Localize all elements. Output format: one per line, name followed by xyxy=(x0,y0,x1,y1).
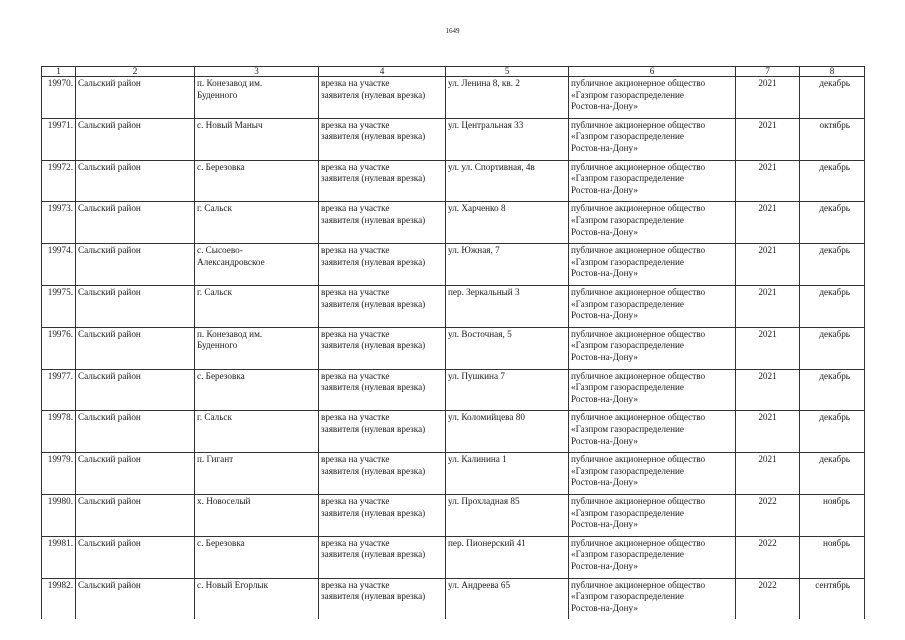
settlement-cell xyxy=(195,369,319,411)
year-cell: 2021 xyxy=(736,77,800,119)
organization-line: «Газпром газораспределение xyxy=(571,89,684,100)
address-cell: ул. Восточная, 5 xyxy=(446,327,569,369)
district-cell: Сальский район xyxy=(76,369,195,411)
gasification-table xyxy=(41,66,865,619)
work-type-line: врезка на участке xyxy=(321,495,390,506)
work-type-line: заявителя (нулевая врезка) xyxy=(321,507,426,518)
work-type-line: заявителя (нулевая врезка) xyxy=(321,591,426,602)
table-row xyxy=(42,244,865,286)
column-number: 2 xyxy=(76,67,195,77)
organization-line: «Газпром газораспределение xyxy=(571,465,684,476)
organization-line: Ростов-на-Дону» xyxy=(571,560,638,571)
row-number: 19977. xyxy=(42,369,76,411)
work-type-line: врезка на участке xyxy=(321,286,390,297)
settlement-cell xyxy=(195,494,319,536)
month-cell: декабрь xyxy=(800,160,865,202)
work-type-line: заявителя (нулевая врезка) xyxy=(321,256,426,267)
work-type-cell xyxy=(319,369,446,411)
settlement-cell xyxy=(195,536,319,578)
year-cell: 2022 xyxy=(736,494,800,536)
table-row xyxy=(42,453,865,495)
column-number-row xyxy=(42,67,865,77)
row-number: 19975. xyxy=(42,285,76,327)
settlement-line: Александровское xyxy=(197,256,265,267)
settlement-cell xyxy=(195,244,319,286)
organization-line: «Газпром газораспределение xyxy=(571,298,684,309)
year-cell: 2021 xyxy=(736,453,800,495)
work-type-cell xyxy=(319,411,446,453)
table-row xyxy=(42,494,865,536)
address-cell: ул. ул. Спортивная, 4в xyxy=(446,160,569,202)
work-type-line: врезка на участке xyxy=(321,119,390,130)
address-cell: ул. Коломийцева 80 xyxy=(446,411,569,453)
work-type-line: врезка на участке xyxy=(321,161,390,172)
settlement-line: Буденного xyxy=(197,89,238,100)
settlement-cell xyxy=(195,411,319,453)
row-number: 19970. xyxy=(42,77,76,119)
organization-line: «Газпром газораспределение xyxy=(571,549,684,560)
work-type-line: заявителя (нулевая врезка) xyxy=(321,131,426,142)
organization-cell xyxy=(569,285,736,327)
work-type-line: заявителя (нулевая врезка) xyxy=(321,423,426,434)
work-type-line: заявителя (нулевая врезка) xyxy=(321,340,426,351)
organization-line: публичное акционерное общество xyxy=(571,119,706,130)
work-type-cell xyxy=(319,536,446,578)
table-row xyxy=(42,118,865,160)
row-number: 19981. xyxy=(42,536,76,578)
row-number: 19973. xyxy=(42,202,76,244)
organization-line: Ростов-на-Дону» xyxy=(571,226,638,237)
organization-line: «Газпром газораспределение xyxy=(571,382,684,393)
district-cell: Сальский район xyxy=(76,77,195,119)
address-cell: ул. Харченко 8 xyxy=(446,202,569,244)
table-row xyxy=(42,327,865,369)
district-cell: Сальский район xyxy=(76,494,195,536)
work-type-cell xyxy=(319,77,446,119)
work-type-cell xyxy=(319,160,446,202)
settlement-line: п. Конезавод им. xyxy=(197,328,263,339)
address-cell: ул. Ленина 8, кв. 2 xyxy=(446,77,569,119)
month-cell: декабрь xyxy=(800,453,865,495)
month-cell: декабрь xyxy=(800,411,865,453)
row-number: 19980. xyxy=(42,494,76,536)
organization-line: Ростов-на-Дону» xyxy=(571,268,638,279)
settlement-cell xyxy=(195,202,319,244)
settlement-line: х. Новоселый xyxy=(197,495,251,506)
district-cell: Сальский район xyxy=(76,118,195,160)
organization-line: публичное акционерное общество xyxy=(571,203,706,214)
work-type-line: заявителя (нулевая врезка) xyxy=(321,173,426,184)
column-number: 6 xyxy=(569,67,736,77)
organization-line: публичное акционерное общество xyxy=(571,537,706,548)
settlement-cell xyxy=(195,578,319,619)
organization-cell xyxy=(569,244,736,286)
address-cell: ул. Южная, 7 xyxy=(446,244,569,286)
month-cell: декабрь xyxy=(800,369,865,411)
organization-cell xyxy=(569,118,736,160)
year-cell: 2021 xyxy=(736,244,800,286)
settlement-line: п. Конезавод им. xyxy=(197,78,263,88)
organization-line: публичное акционерное общество xyxy=(571,370,706,381)
settlement-line: г. Сальск xyxy=(197,286,232,297)
organization-line: публичное акционерное общество xyxy=(571,328,706,339)
address-cell: ул. Прохладная 85 xyxy=(446,494,569,536)
settlement-line: с. Березовка xyxy=(197,161,245,172)
year-cell: 2021 xyxy=(736,369,800,411)
organization-cell xyxy=(569,494,736,536)
row-number: 19971. xyxy=(42,118,76,160)
organization-line: «Газпром газораспределение xyxy=(571,256,684,267)
year-cell: 2021 xyxy=(736,411,800,453)
month-cell: октябрь xyxy=(800,118,865,160)
settlement-cell xyxy=(195,118,319,160)
organization-line: «Газпром газораспределение xyxy=(571,340,684,351)
settlement-line: г. Сальск xyxy=(197,203,232,214)
year-cell: 2021 xyxy=(736,202,800,244)
organization-line: публичное акционерное общество xyxy=(571,495,706,506)
organization-cell xyxy=(569,411,736,453)
column-number: 8 xyxy=(800,67,865,77)
organization-line: Ростов-на-Дону» xyxy=(571,435,638,446)
district-cell: Сальский район xyxy=(76,411,195,453)
work-type-line: заявителя (нулевая врезка) xyxy=(321,298,426,309)
row-number: 19974. xyxy=(42,244,76,286)
work-type-line: врезка на участке xyxy=(321,203,390,214)
address-cell: ул. Центральная 33 xyxy=(446,118,569,160)
address-cell: ул. Андреева 65 xyxy=(446,578,569,619)
organization-line: «Газпром газораспределение xyxy=(571,131,684,142)
organization-cell xyxy=(569,202,736,244)
row-number: 19978. xyxy=(42,411,76,453)
month-cell: сентябрь xyxy=(800,578,865,619)
column-number: 1 xyxy=(42,67,76,77)
work-type-line: врезка на участке xyxy=(321,78,390,88)
year-cell: 2021 xyxy=(736,285,800,327)
district-cell: Сальский район xyxy=(76,453,195,495)
month-cell: ноябрь xyxy=(800,536,865,578)
organization-line: Ростов-на-Дону» xyxy=(571,184,638,195)
organization-line: публичное акционерное общество xyxy=(571,161,706,172)
settlement-line: с. Березовка xyxy=(197,537,245,548)
work-type-cell xyxy=(319,285,446,327)
work-type-cell xyxy=(319,494,446,536)
organization-line: Ростов-на-Дону» xyxy=(571,310,638,321)
table-row xyxy=(42,160,865,202)
organization-line: публичное акционерное общество xyxy=(571,286,706,297)
month-cell: ноябрь xyxy=(800,494,865,536)
settlement-cell xyxy=(195,327,319,369)
page-number: 1649 xyxy=(445,27,460,35)
settlement-line: с. Сысоево- xyxy=(197,245,243,256)
settlement-line: с. Новый Маныч xyxy=(197,119,263,130)
work-type-line: врезка на участке xyxy=(321,454,390,465)
organization-line: публичное акционерное общество xyxy=(571,412,706,423)
work-type-line: врезка на участке xyxy=(321,370,390,381)
work-type-line: врезка на участке xyxy=(321,537,390,548)
table-row xyxy=(42,411,865,453)
district-cell: Сальский район xyxy=(76,244,195,286)
year-cell: 2022 xyxy=(736,578,800,619)
organization-line: Ростов-на-Дону» xyxy=(571,519,638,530)
organization-line: публичное акционерное общество xyxy=(571,454,706,465)
table-row xyxy=(42,369,865,411)
settlement-line: Буденного xyxy=(197,340,238,351)
table-row xyxy=(42,202,865,244)
settlement-cell xyxy=(195,160,319,202)
address-cell: пер. Зеркальный 3 xyxy=(446,285,569,327)
organization-line: Ростов-на-Дону» xyxy=(571,602,638,613)
organization-line: Ростов-на-Дону» xyxy=(571,142,638,153)
district-cell: Сальский район xyxy=(76,160,195,202)
column-number: 3 xyxy=(195,67,319,77)
settlement-line: г. Сальск xyxy=(197,412,232,423)
organization-cell xyxy=(569,453,736,495)
work-type-cell xyxy=(319,578,446,619)
organization-line: Ростов-на-Дону» xyxy=(571,351,638,362)
organization-line: публичное акционерное общество xyxy=(571,579,706,590)
work-type-line: врезка на участке xyxy=(321,412,390,423)
column-number: 4 xyxy=(319,67,446,77)
month-cell: декабрь xyxy=(800,77,865,119)
work-type-line: заявителя (нулевая врезка) xyxy=(321,382,426,393)
work-type-cell xyxy=(319,453,446,495)
address-cell: пер. Пионерский 41 xyxy=(446,536,569,578)
organization-line: Ростов-на-Дону» xyxy=(571,393,638,404)
district-cell: Сальский район xyxy=(76,578,195,619)
district-cell: Сальский район xyxy=(76,285,195,327)
work-type-line: заявителя (нулевая врезка) xyxy=(321,214,426,225)
month-cell: декабрь xyxy=(800,202,865,244)
column-number: 5 xyxy=(446,67,569,77)
month-cell: декабрь xyxy=(800,244,865,286)
settlement-cell xyxy=(195,453,319,495)
organization-line: «Газпром газораспределение xyxy=(571,507,684,518)
organization-cell xyxy=(569,578,736,619)
year-cell: 2021 xyxy=(736,160,800,202)
work-type-cell xyxy=(319,244,446,286)
table-row xyxy=(42,578,865,619)
organization-line: Ростов-на-Дону» xyxy=(571,101,638,112)
year-cell: 2022 xyxy=(736,536,800,578)
organization-line: Ростов-на-Дону» xyxy=(571,477,638,488)
month-cell: декабрь xyxy=(800,327,865,369)
work-type-line: врезка на участке xyxy=(321,328,390,339)
year-cell: 2021 xyxy=(736,327,800,369)
organization-cell xyxy=(569,327,736,369)
district-cell: Сальский район xyxy=(76,202,195,244)
month-cell: декабрь xyxy=(800,285,865,327)
row-number: 19979. xyxy=(42,453,76,495)
organization-cell xyxy=(569,369,736,411)
work-type-line: заявителя (нулевая врезка) xyxy=(321,89,426,100)
table-row xyxy=(42,536,865,578)
organization-line: «Газпром газораспределение xyxy=(571,591,684,602)
table-body xyxy=(42,67,865,620)
row-number: 19982. xyxy=(42,578,76,619)
work-type-cell xyxy=(319,327,446,369)
address-cell: ул. Пушкина 7 xyxy=(446,369,569,411)
settlement-line: п. Гигант xyxy=(197,454,234,465)
row-number: 19972. xyxy=(42,160,76,202)
organization-cell xyxy=(569,536,736,578)
organization-line: «Газпром газораспределение xyxy=(571,173,684,184)
organization-line: публичное акционерное общество xyxy=(571,245,706,256)
district-cell: Сальский район xyxy=(76,536,195,578)
settlement-line: с. Новый Егорлык xyxy=(197,579,269,590)
address-cell: ул. Калинина 1 xyxy=(446,453,569,495)
district-cell: Сальский район xyxy=(76,327,195,369)
organization-line: «Газпром газораспределение xyxy=(571,214,684,225)
organization-line: «Газпром газораспределение xyxy=(571,423,684,434)
settlement-cell xyxy=(195,285,319,327)
column-number: 7 xyxy=(736,67,800,77)
work-type-line: врезка на участке xyxy=(321,245,390,256)
organization-cell xyxy=(569,160,736,202)
table-row xyxy=(42,77,865,119)
work-type-cell xyxy=(319,118,446,160)
settlement-line: с. Березовка xyxy=(197,370,245,381)
year-cell: 2021 xyxy=(736,118,800,160)
work-type-line: врезка на участке xyxy=(321,579,390,590)
work-type-line: заявителя (нулевая врезка) xyxy=(321,465,426,476)
work-type-line: заявителя (нулевая врезка) xyxy=(321,549,426,560)
row-number: 19976. xyxy=(42,327,76,369)
organization-line: публичное акционерное общество xyxy=(571,78,706,88)
settlement-cell xyxy=(195,77,319,119)
work-type-cell xyxy=(319,202,446,244)
table-row xyxy=(42,285,865,327)
organization-cell xyxy=(569,77,736,119)
